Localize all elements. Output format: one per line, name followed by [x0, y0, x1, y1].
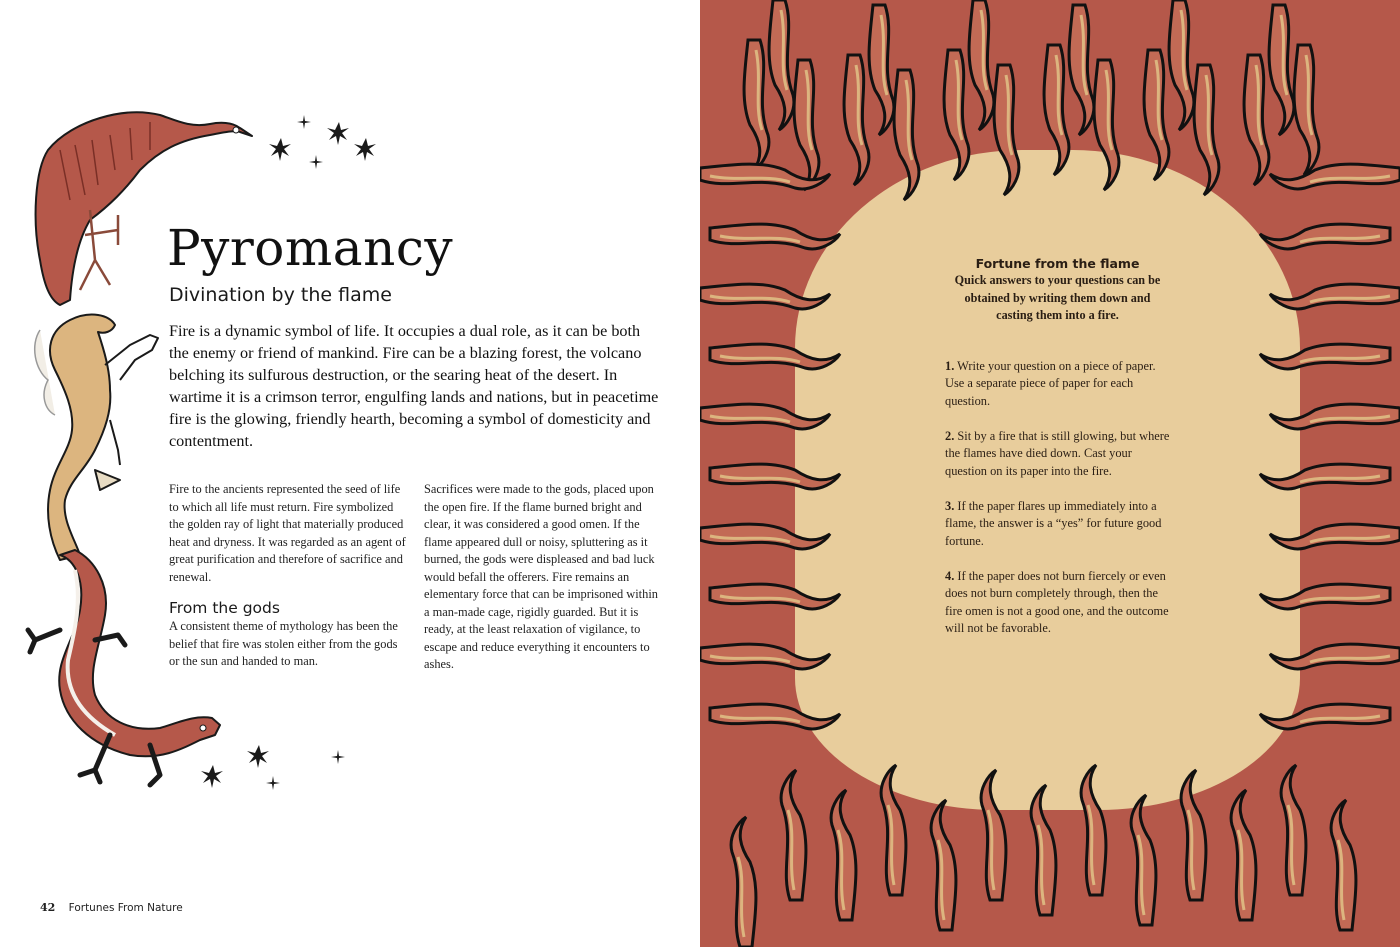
step-1: [945, 358, 1170, 411]
column-1-paragraph: Fire to the ancients represented the seed of life to which all life must return. Fire symbolized the golden ray of light that materially produced heat and dryness. It was regarded as an agent of great purification and therefore of sacrifice and renewal.: [169, 482, 406, 584]
flames-left: [700, 164, 840, 729]
lead-paragraph: Fire is a dynamic symbol of life. It occupies a dual role, as it can be both the enemy or friend of mankind. Fire can be a blazing forest, the volcano belching its sulfurous destruction, or the searing heat of the desert. In wartime it is a crimson terror, engulfing lands and nations, but in peacetime fire is the glowing, friendly hearth, becoming a symbol of domesticity and contentment.: [169, 322, 659, 450]
flames-right: [1260, 164, 1400, 729]
step-text: If the paper flares up immediately into a flame, the answer is a “yes” for future good fortune.: [945, 498, 1162, 548]
running-footer-section: Fortunes From Nature: [68, 902, 183, 914]
panel-title: Fortune from the flame: [975, 256, 1140, 271]
column-2-paragraph: Sacrifices were made to the gods, placed upon the open fire. If the flame burned bright and clear, it was considered a good omen. If the flame appeared dull or noisy, spluttering as it burned, the gods were displeased and bad luck would befall the offerers. Fire remains an elementary force that can be imprisoned within a man-made cage, rigidly guarded. But it is ready, at the least relaxation of vigilance, to escape and reduce everything it encounters to ashes.: [424, 482, 658, 671]
sea-horse-icon: [35, 315, 158, 560]
text-column-1: [169, 481, 409, 671]
column-1-subparagraph: A consistent theme of mythology has been the belief that fire was stolen either from the gods or the sun and handed to man.: [169, 619, 398, 668]
step-number: 2.: [945, 428, 955, 443]
flames-bottom: [731, 765, 1356, 947]
step-number: 4.: [945, 568, 955, 583]
page-footer: [40, 901, 183, 914]
step-text: If the paper does not burn fiercely or even does not burn completely through, then the fire omen is not a good one, and the outcome will not be favorable.: [945, 568, 1169, 635]
text-column-2: [424, 481, 664, 674]
step-number: 1.: [945, 358, 955, 373]
star-icon: [201, 115, 376, 790]
panel-intro: Quick answers to your questions can be obtained by writing them down and casting them into a fire.: [954, 273, 1161, 322]
step-2: [945, 428, 1170, 481]
right-page: [700, 0, 1400, 947]
step-text: Write your question on a piece of paper. Use a separate piece of paper for each question.: [945, 358, 1156, 408]
fortune-from-the-flame-panel: [945, 255, 1170, 655]
step-number: 3.: [945, 498, 955, 513]
page-title: Pyromancy: [167, 219, 454, 277]
page-subtitle: Divination by the flame: [169, 284, 392, 306]
page-number: 42: [40, 901, 56, 914]
step-3: [945, 498, 1170, 551]
step-text: Sit by a fire that is still glowing, but where the flames have died down. Cast your question on its paper into the fire.: [945, 428, 1170, 478]
step-4: [945, 568, 1170, 638]
flames-top: [744, 0, 1319, 200]
section-heading-from-the-gods: From the gods: [169, 599, 280, 617]
